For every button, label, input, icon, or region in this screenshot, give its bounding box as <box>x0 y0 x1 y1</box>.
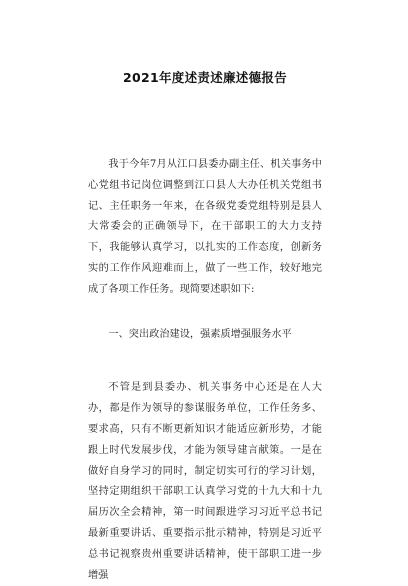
body-paragraph: 不管是到县委办、机关事务中心还是在人大办，都是作为领导的参谋服务单位，工作任务多、要求高，只有不断更新知识才能适应新形势，才能跟上时代发展步伐，才能为领导建言献策。一是在做好自身学习的同时，制定切实可行的学习计划，坚持定期组织干部职工认真学习党的十九大和十九届历次全会精神，第一时间跟进学习习近平总书记最新重要讲话、重要指示批示精神，特别是习近平总书记视察贵州重要讲话精神，使干部职工进一步增强 <box>88 382 322 581</box>
document-title: 2021年度述责述廉述德报告 <box>123 70 287 85</box>
intro-paragraph: 我于今年7月从江口县委办副主任、机关事务中心党组书记岗位调整到江口县人大办任机关党组书记、主任职务一年来，在各级党委党组特别是县人大常委会的正确领导下，在干部职工的大力支持下，我能够认真学习，以扎实的工作态度，创新务实的工作作风迎难而上，做了一些工作，较好地完成了各项工作任务。现简要述职如下: <box>88 159 322 295</box>
section-heading: 一、突出政治建设，强素质增强服务水平 <box>108 328 292 340</box>
